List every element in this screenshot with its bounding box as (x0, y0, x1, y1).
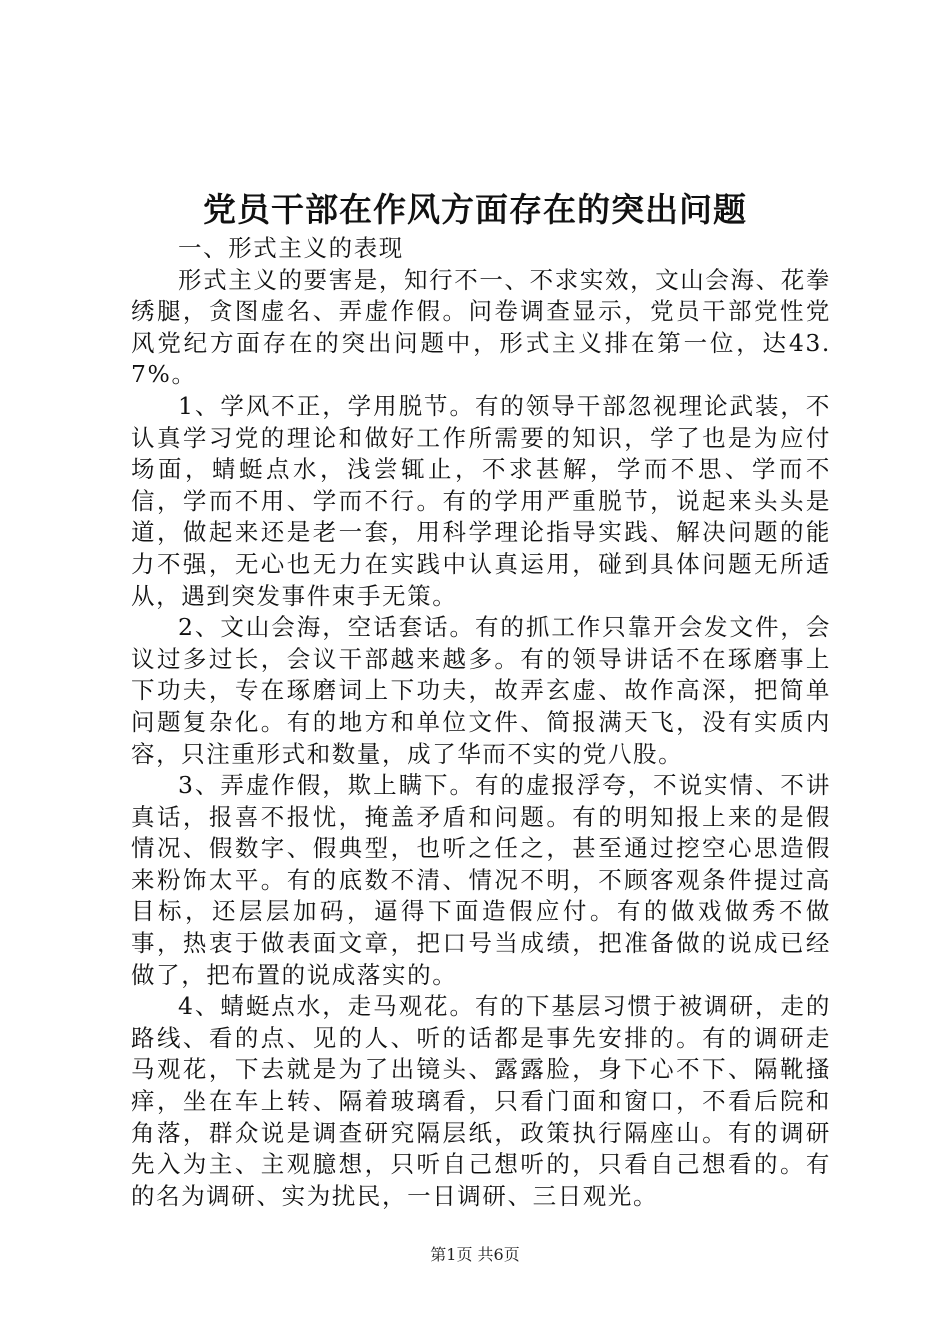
document-title: 党员干部在作风方面存在的突出问题 (203, 190, 747, 229)
paragraph-item-1: 1、学风不正，学用脱节。有的领导干部忽视理论武装，不认真学习党的理论和做好工作所需要的知识，学了也是为应付场面，蜻蜓点水，浅尝辄止，不求甚解，学而不思、学而不信，学而不用、学而不行。有的学用严重脱节，说起来头头是道，做起来还是老一套，用科学理论指导实践、解决问题的能力不强，无心也无力在实践中认真运用，碰到具体问题无所适从，遇到突发事件束手无策。 (131, 391, 831, 610)
section-heading: 一、形式主义的表现 (178, 234, 404, 262)
paragraph-intro: 形式主义的要害是，知行不一、不求实效，文山会海、花拳绣腿，贪图虚名、弄虚作假。问卷调查显示，党员干部党性党风党纪方面存在的突出问题中，形式主义排在第一位，达43.7%。 (131, 265, 831, 389)
page-number-footer: 第1页 共6页 (430, 1245, 520, 1264)
document-body (131, 233, 831, 1212)
paragraph-item-3: 3、弄虚作假，欺上瞒下。有的虚报浮夸，不说实情、不讲真话，报喜不报忧，掩盖矛盾和问题。有的明知报上来的是假情况、假数字、假典型，也听之任之，甚至通过挖空心思造假来粉饰太平。有的底数不清、情况不明，不顾客观条件提过高目标，还层层加码，逼得下面造假应付。有的做戏做秀不做事，热衷于做表面文章，把口号当成绩，把准备做的说成已经做了，把布置的说成落实的。 (131, 771, 831, 989)
paragraph-item-4: 4、蜻蜓点水，走马观花。有的下基层习惯于被调研，走的路线、看的点、见的人、听的话都是事先安排的。有的调研走马观花，下去就是为了出镜头、露露脸，身下心不下、隔靴搔痒，坐在车上转、隔着玻璃看，只看门面和窗口，不看后院和角落，群众说是调查研究隔层纸，政策执行隔座山。有的调研先入为主、主观臆想，只听自己想听的，只看自己想看的。有的名为调研、实为扰民，一日调研、三日观光。 (131, 992, 831, 1210)
paragraph-item-2: 2、文山会海，空话套话。有的抓工作只靠开会发文件，会议过多过长，会议干部越来越多。有的领导讲话不在琢磨事上下功夫，专在琢磨词上下功夫，故弄玄虚、故作高深，把简单问题复杂化。有的地方和单位文件、简报满天飞，没有实质内容，只注重形式和数量，成了华而不实的党八股。 (131, 613, 831, 768)
